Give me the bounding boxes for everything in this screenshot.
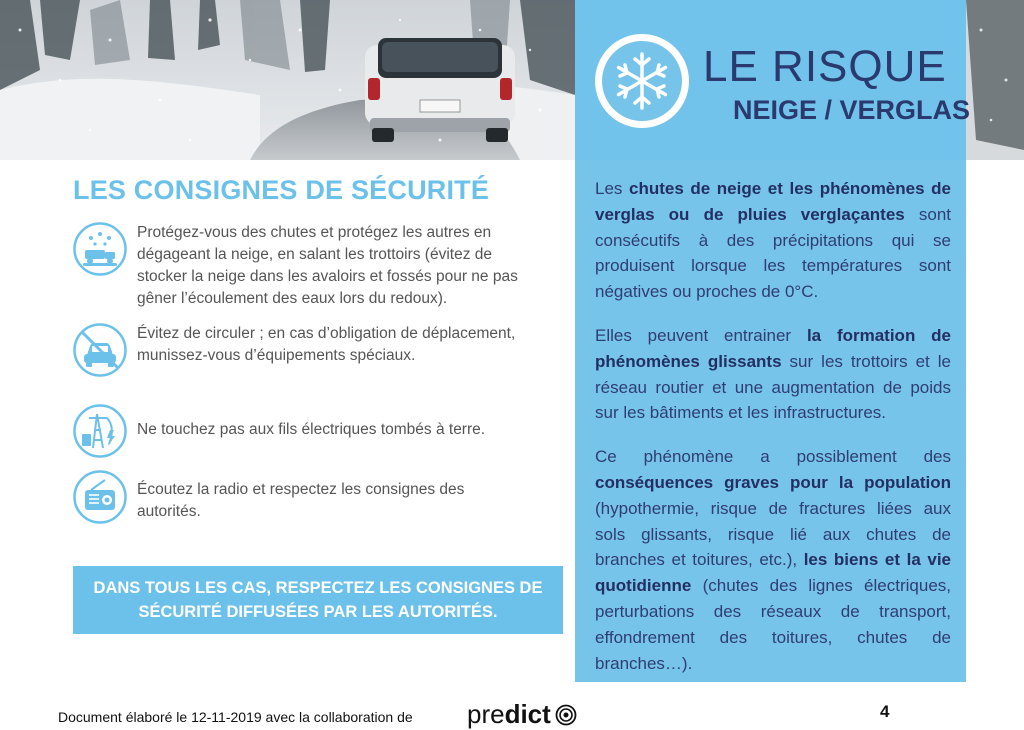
risk-description	[595, 176, 951, 694]
callout-text: DANS TOUS LES CAS, RESPECTEZ LES CONSIGNES DE SÉCURITÉ DIFFUSÉES PAR LES AUTORITÉS.	[93, 579, 543, 621]
safety-item-text: Ne touchez pas aux fils électriques tombés à terre.	[137, 421, 486, 438]
snowflake-icon	[593, 32, 691, 130]
header-photo-edge	[966, 0, 1024, 160]
safety-item-text: Écoutez la radio et respectez les consignes des autorités.	[137, 481, 465, 520]
safety-item-driving	[73, 323, 553, 393]
title-line-1: LE RISQUE	[703, 42, 947, 91]
header-photo	[0, 0, 575, 160]
title-box	[575, 0, 971, 160]
safety-item-snow	[73, 222, 553, 312]
paragraph-2: Elles peuvent entrainer la formation de phénomènes glissants sur les trottoirs et le réseau routier et une augmentation de poids sur les bâtiments et les infrastructures.	[595, 325, 951, 423]
page-number: 4	[880, 702, 890, 721]
section-title: LES CONSIGNES DE SÉCURITÉ	[73, 175, 490, 205]
power-line-icon	[73, 404, 127, 458]
title-line-2: NEIGE / VERGLAS	[733, 95, 971, 125]
snow-shovel-icon	[73, 222, 127, 276]
safety-item-electric	[73, 404, 553, 460]
predict-spiral-icon	[555, 704, 577, 726]
radio-icon	[73, 470, 127, 524]
safety-item-text: Protégez-vous des chutes et protégez les autres en dégageant la neige, en salant les trottoirs (évitez de stocker la neige dans les avaloirs et fossés pour ne pas gêner l’écoulement des eaux lors du redoux).	[137, 224, 518, 307]
predict-logo: predict	[467, 699, 551, 729]
safety-callout	[73, 566, 563, 634]
footer-credit: Document élaboré le 12-11-2019 avec la collaboration de	[58, 709, 413, 725]
no-car-icon	[73, 323, 127, 377]
safety-item-text: Évitez de circuler ; en cas d’obligation de déplacement, munissez-vous d’équipements spéciaux.	[137, 325, 516, 364]
safety-item-radio	[73, 470, 553, 528]
risk-panel	[575, 0, 971, 682]
paragraph-1: Les chutes de neige et les phénomènes de verglas ou de pluies verglaçantes sont consécutifs à des précipitations qui se produisent lorsque les températures sont négatives ou proches de 0°C.	[595, 179, 951, 302]
paragraph-3: Ce phénomène a possiblement des conséquences graves pour la population (hypothermie, risque de fractures liées aux sols glissants, risque lié aux chutes de branches et toitures, etc.), les biens et la vie quotidienne (chutes des lignes électriques, perturbations des réseaux de transport, effondrement des toitures, chutes de branches…).	[595, 447, 951, 673]
